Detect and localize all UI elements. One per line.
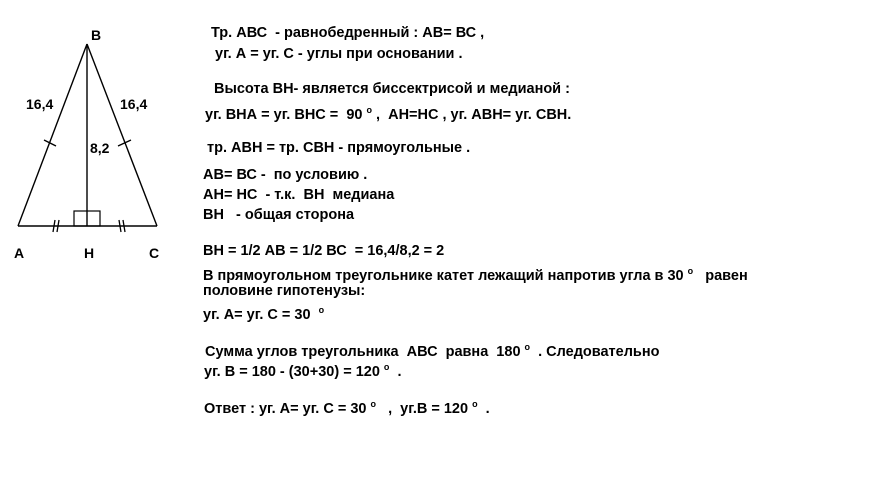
calc-line-4-part-1: уг. А= уг. С = 30 bbox=[203, 307, 319, 323]
sum-line-2-part-2: . bbox=[389, 364, 402, 380]
height-line-2-part-1: уг. ВНА = уг. ВНС = 90 bbox=[205, 107, 367, 123]
vertex-label-a: A bbox=[14, 245, 25, 261]
answer-line bbox=[204, 396, 490, 418]
given-line-1: Тр. АВС - равнобедренный : АВ= ВС , bbox=[211, 25, 485, 41]
calc-line-3: половине гипотенузы: bbox=[203, 283, 366, 299]
sum-line-2-part-1: уг. В = 180 - (30+30) = 120 bbox=[204, 364, 384, 380]
degree-sign: о bbox=[524, 342, 531, 352]
calc-line-2 bbox=[203, 263, 748, 285]
answer-part-1: Ответ : уг. А= уг. С = 30 bbox=[204, 401, 371, 417]
degree-sign: о bbox=[318, 305, 325, 315]
height-line-2-part-2: , АН=НС , уг. АВН= уг. СВН. bbox=[371, 107, 572, 123]
vertex-label-b: B bbox=[91, 27, 102, 43]
vertex-label-h: H bbox=[84, 245, 95, 261]
side-ab-length: 16,4 bbox=[26, 96, 54, 112]
answer-part-2: , уг.В = 120 bbox=[376, 401, 473, 417]
sum-line-1-part-2: . Следовательно bbox=[530, 344, 660, 360]
height-line-1: Высота ВН- является биссектрисой и медианой : bbox=[214, 81, 570, 97]
degree-sign: о bbox=[472, 399, 478, 409]
calc-line-1: ВН = 1/2 АВ = 1/2 ВС = 16,4/8,2 = 2 bbox=[203, 243, 445, 259]
congruence-line-1: тр. АВН = тр. СВН - прямоугольные . bbox=[207, 140, 471, 156]
side-bc-length: 16,4 bbox=[120, 96, 148, 112]
height-bh-length: 8,2 bbox=[90, 140, 110, 156]
degree-sign: о bbox=[687, 266, 694, 276]
side-ab-line bbox=[18, 44, 87, 226]
calc-line-2-part-2: равен bbox=[693, 268, 748, 284]
answer-part-3: . bbox=[477, 401, 490, 417]
calc-line-4 bbox=[203, 302, 324, 324]
congruence-line-3: АН= НС - т.к. ВН медиана bbox=[203, 187, 395, 203]
congruence-line-2: АВ= ВС - по условию . bbox=[203, 167, 368, 183]
height-line-2 bbox=[205, 102, 571, 124]
sum-line-1-part-1: Сумма углов треугольника АВС равна 180 bbox=[205, 344, 525, 360]
congruence-line-4: ВН - общая сторона bbox=[203, 207, 355, 223]
degree-sign: о bbox=[383, 362, 390, 372]
calc-line-2-part-1: В прямоугольном треугольнике катет лежащий напротив угла в 30 bbox=[203, 268, 688, 284]
sum-line-1 bbox=[205, 339, 659, 361]
degree-sign: о bbox=[366, 105, 372, 115]
vertex-label-c: C bbox=[149, 245, 160, 261]
side-bc-line bbox=[87, 44, 157, 226]
given-line-2: уг. А = уг. С - углы при основании . bbox=[215, 46, 463, 62]
degree-sign: о bbox=[370, 399, 377, 409]
sum-line-2 bbox=[204, 359, 402, 381]
